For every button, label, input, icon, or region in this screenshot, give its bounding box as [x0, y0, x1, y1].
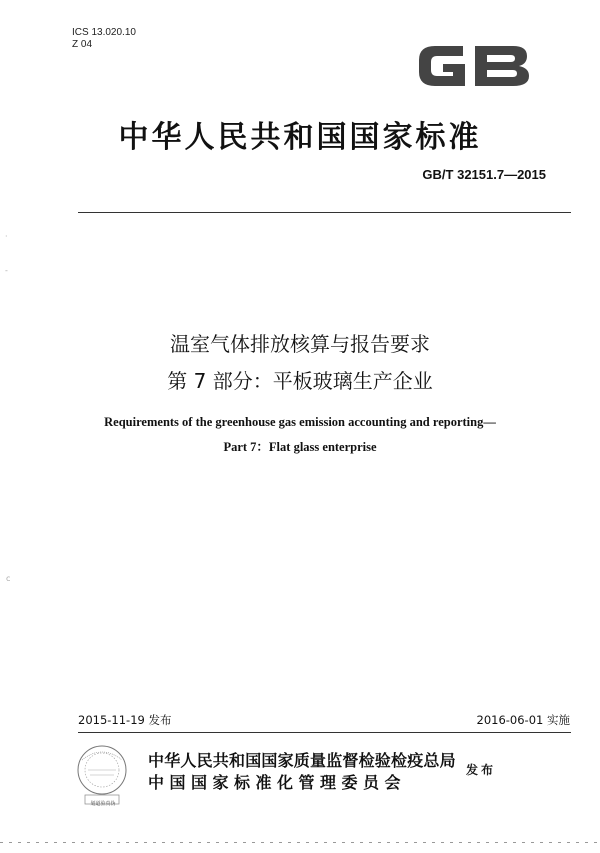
ics-code: ICS 13.020.10: [72, 27, 136, 38]
document-title-cn-line1: 温室气体排放核算与报告要求: [170, 332, 430, 356]
ccs-code: Z 04: [72, 39, 93, 50]
publish-label: 发布: [466, 763, 497, 777]
anti-counterfeit-seal: [68, 742, 136, 808]
standard-number: GB/T 32151.7—2015: [422, 167, 546, 182]
classification-codes: [72, 27, 136, 51]
margin-dot: ·: [5, 232, 8, 241]
bottom-divider: [78, 732, 571, 733]
national-standard-title: 中华人民共和国国家标准: [118, 120, 482, 155]
document-title-en-line1: Requirements of the greenhouse gas emission accounting and reporting—: [104, 415, 496, 429]
implement-date: 2016-06-01 实施: [476, 713, 570, 727]
gb-logo: [413, 40, 533, 92]
margin-dot: -: [5, 266, 8, 275]
bottom-dash-border: [0, 842, 600, 843]
document-title-cn-line2: 第 7 部分：平板玻璃生产企业: [167, 369, 433, 393]
top-divider: [78, 212, 571, 213]
margin-dot: c: [6, 574, 11, 583]
seal-label: 划道验真伪: [90, 801, 116, 807]
document-title-en-line2: Part 7：Flat glass enterprise: [223, 440, 377, 454]
issuer-line-1: 中华人民共和国国家质量监督检验检疫总局: [148, 751, 456, 770]
publish-date: 2015-11-19 发布: [78, 713, 172, 727]
issuer-line-2: 中国国家标准化管理委员会: [148, 773, 407, 792]
